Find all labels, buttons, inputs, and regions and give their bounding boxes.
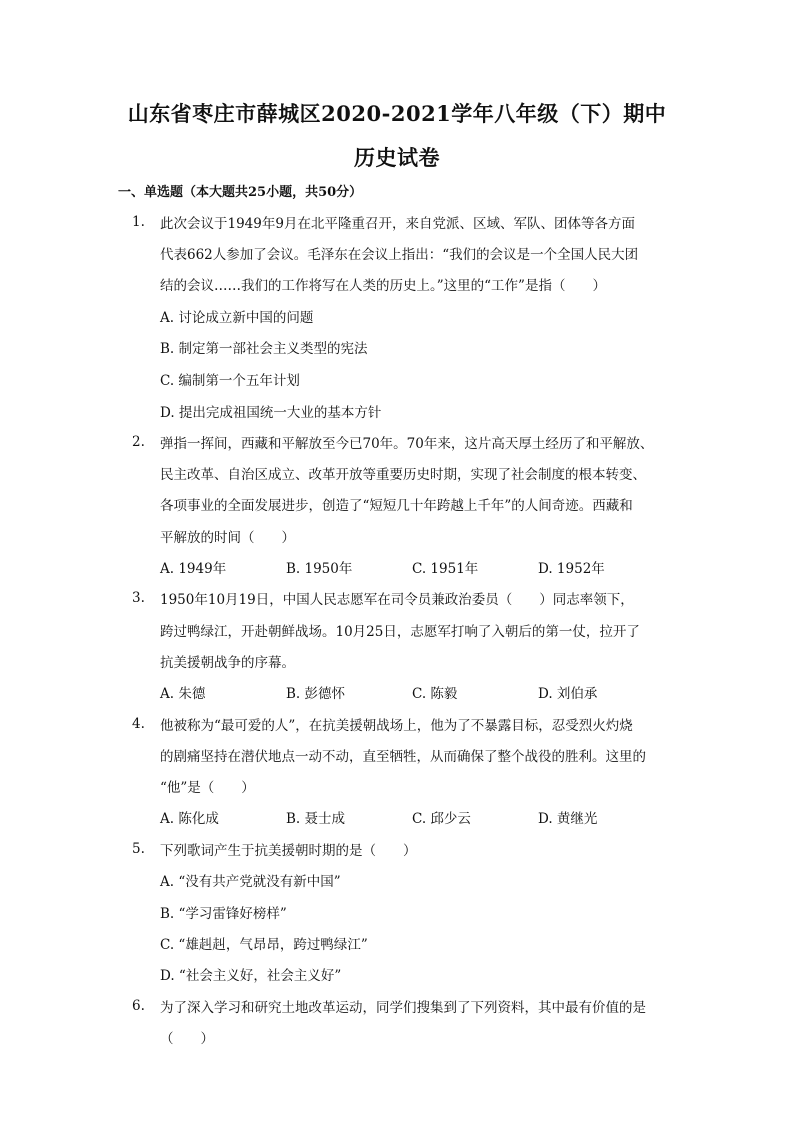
option-d: D. 刘伯承: [538, 686, 598, 702]
question-stem-line: 弹指一挥间，西藏和平解放至今已70年。70年来，这片高天厚土经历了和平解放、: [160, 436, 654, 452]
option-c: C. 编制第一个五年计划: [160, 373, 300, 389]
question-stem-line: 此次会议于1949年9月在北平隆重召开，来自党派、区域、军队、团体等各方面: [160, 216, 635, 232]
question-number: 5.: [132, 841, 145, 857]
option-d: D. 1952年: [538, 561, 605, 577]
option-b: B. 彭德怀: [286, 686, 346, 702]
option-b: B. 制定第一部社会主义类型的宪法: [160, 341, 368, 357]
question-number: 3.: [132, 590, 145, 606]
option-d: D. 黄继光: [538, 811, 598, 827]
question-stem-line: 他被称为“最可爱的人”，在抗美援朝战场上，他为了不暴露目标，忍受烈火灼烧: [160, 718, 633, 734]
question-stem-line: 的剧痛坚持在潜伏地点一动不动，直至牺牲，从而确保了整个战役的胜利。这里的: [160, 749, 646, 765]
option-c: C. 1951年: [412, 561, 479, 577]
option-c: C. “雄赳赳，气昂昂，跨过鸭绿江”: [160, 937, 368, 953]
section-heading: 一、单选题（本大题共25小题，共50分）: [118, 185, 363, 200]
option-a: A. 1949年: [160, 561, 227, 577]
question-stem-line: 代表662人参加了会议。毛泽东在会议上指出：“我们的会议是一个全国人民大团: [160, 247, 639, 263]
question-number: 1.: [132, 214, 145, 230]
question-stem-line: 跨过鸭绿江，开赴朝鲜战场。10月25日，志愿军打响了入朝后的第一仗，拉开了: [160, 624, 640, 640]
question-stem-line: 各项事业的全面发展进步，创造了“短短几十年跨越上千年”的人间奇迹。西藏和: [160, 498, 633, 514]
question-stem-line: 为了深入学习和研究土地改革运动，同学们搜集到了下列资料，其中最有价值的是: [160, 1000, 646, 1016]
option-a: A. “没有共产党就没有新中国”: [160, 874, 341, 890]
question-stem-line: 结的会议……我们的工作将写在人类的历史上。”这里的“工作”是指（ ）: [160, 278, 606, 294]
option-a: A. 陈化成: [160, 811, 219, 827]
option-a: A. 讨论成立新中国的问题: [160, 310, 314, 326]
question-number: 4.: [132, 716, 145, 732]
option-d: D. 提出完成祖国统一大业的基本方针: [160, 405, 382, 421]
question-stem-line: 1950年10月19日，中国人民志愿军在司令员兼政治委员（ ）同志率领下，: [160, 592, 634, 608]
option-a: A. 朱德: [160, 686, 206, 702]
option-b: B. “学习雷锋好榜样”: [160, 906, 287, 922]
question-number: 2.: [132, 434, 145, 450]
option-c: C. 邱少云: [412, 811, 471, 827]
option-d: D. “社会主义好，社会主义好”: [160, 968, 342, 984]
option-b: B. 聂士成: [286, 811, 346, 827]
option-c: C. 陈毅: [412, 686, 458, 702]
question-stem-line: 民主改革、自治区成立、改革开放等重要历史时期，实现了社会制度的根本转变、: [160, 467, 646, 483]
question-stem-line: 下列歌词产生于抗美援朝时期的是（ ）: [160, 843, 417, 859]
option-b: B. 1950年: [286, 561, 353, 577]
exam-title-line-1: 山东省枣庄市薛城区2020-2021学年八年级（下）期中: [127, 101, 667, 126]
exam-title-line-2: 历史试卷: [354, 145, 440, 170]
question-stem-line: 平解放的时间（ ）: [160, 530, 295, 546]
question-stem-line: 抗美援朝战争的序幕。: [160, 655, 295, 671]
question-stem-line: “他”是（ ）: [160, 780, 255, 796]
question-number: 6.: [132, 998, 145, 1014]
question-stem-line: （ ）: [160, 1031, 214, 1047]
